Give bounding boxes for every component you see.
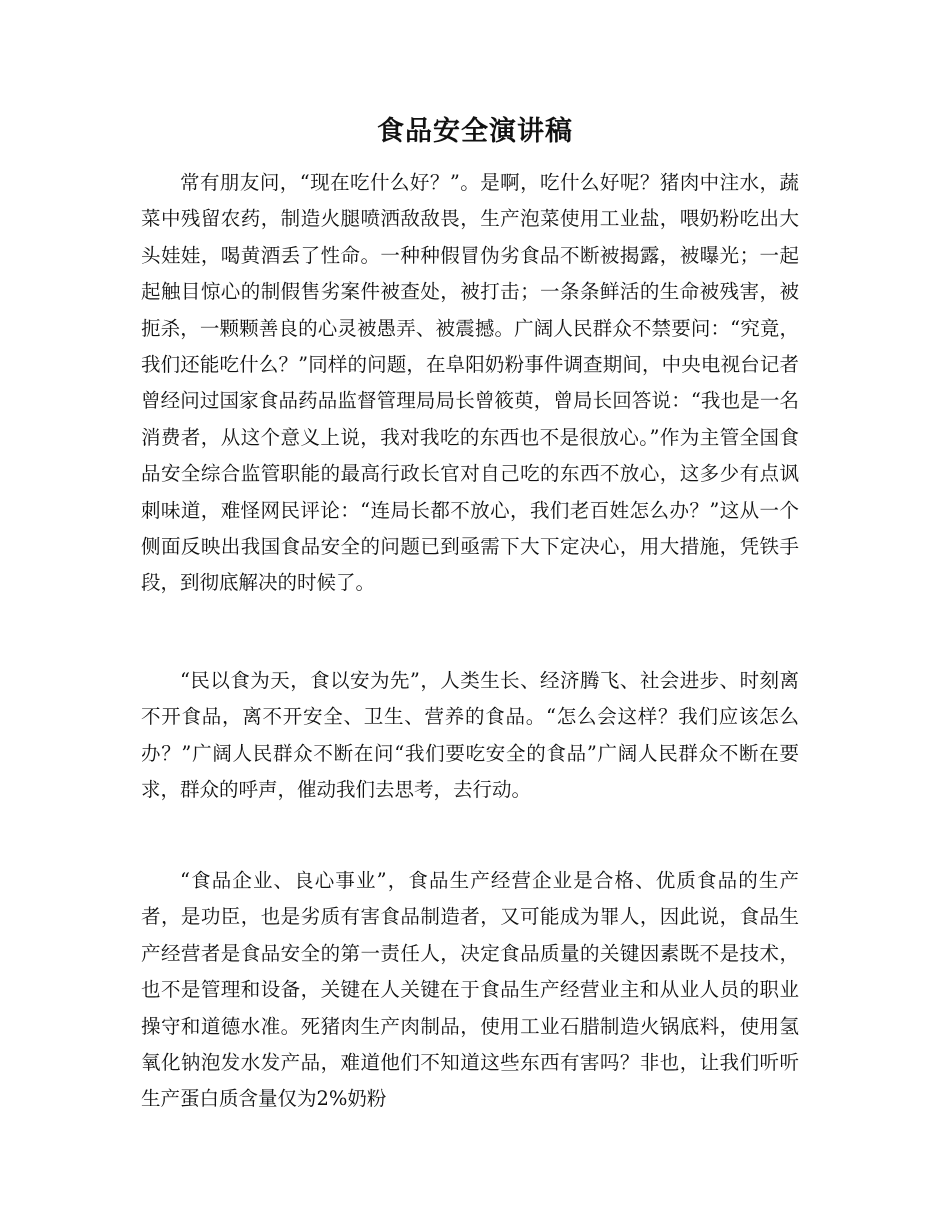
paragraph-1: 常有朋友问，“现在吃什么好？”。是啊，吃什么好呢？猪肉中注水，蔬菜中残留农药，制造火腿喷洒敌敌畏，生产泡菜使用工业盐，喂奶粉吃出大头娃娃，喝黄酒丢了性命。一种种假冒伪劣食品不断被揭露，被曝光；一起起触目惊心的制假售劣案件被查处，被打击；一条条鲜活的生命被残害，被扼杀，一颗颗善良的心灵被愚弄、被震撼。广阔人民群众不禁要问：“究竟，我们还能吃什么？”同样的问题，在阜阳奶粉事件调查期间，中央电视台记者曾经问过国家食品药品监督管理局局长曾筱萸，曾局长回答说：“我也是一名消费者，从这个意义上说，我对我吃的东西也不是很放心。”作为主管全国食品安全综合监管职能的最高行政长官对自己吃的东西不放心，这多少有点讽刺味道，难怪网民评论：“连局长都不放心，我们老百姓怎么办？”这从一个侧面反映出我国食品安全的问题已到亟需下大下定决心，用大措施，凭铁手段，到彻底解决的时候了。 <box>141 171 799 595</box>
paragraph-3: “食品企业、良心事业”，食品生产经营企业是合格、优质食品的生产者，是功臣，也是劣质有害食品制造者，又可能成为罪人，因此说，食品生产经营者是食品安全的第一责任人，决定食品质量的关键因素既不是技术，也不是管理和设备，关键在人关键在于食品生产经营业主和从业人员的职业操守和道德水准。死猪肉生产肉制品，使用工业石腊制造火锅底料，使用氢氧化钠泡发水发产品，难道他们不知道这些东西有害吗？非也，让我们听听生产蛋白质含量仅为2%奶粉 <box>141 869 799 1111</box>
paragraph-2: “民以食为天，食以安为先”，人类生长、经济腾飞、社会进步、时刻离不开食品，离不开安全、卫生、营养的食品。“怎么会这样？我们应该怎么办？”广阔人民群众不断在问“我们要吃安全的食品”广阔人民群众不断在要求，群众的呼声，催动我们去思考，去行动。 <box>141 669 799 802</box>
document-title: 食品安全演讲稿 <box>377 116 573 147</box>
